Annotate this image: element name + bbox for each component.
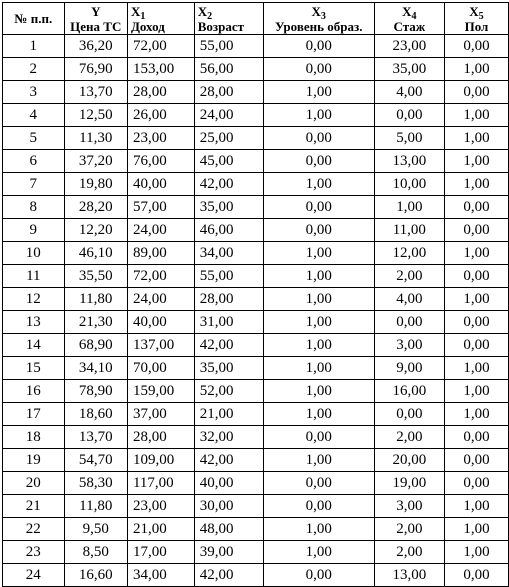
education-value-cell: 0,00 — [263, 564, 374, 587]
table-row — [3, 150, 509, 173]
sex-value-cell: 1,00 — [444, 173, 508, 196]
age-value-cell: 25,00 — [194, 127, 263, 150]
header-cell-x3 — [263, 3, 374, 35]
row-number-cell: 8 — [3, 196, 65, 219]
income-value-cell: 76,00 — [127, 150, 194, 173]
header-label: Уровень образ. — [274, 18, 363, 34]
age-value-cell: 24,00 — [194, 104, 263, 127]
age-value-cell: 55,00 — [194, 265, 263, 288]
education-value-cell: 0,00 — [263, 150, 374, 173]
row-number-cell: 24 — [3, 564, 65, 587]
sex-value-cell: 1,00 — [444, 541, 508, 564]
experience-value-cell: 13,00 — [374, 150, 444, 173]
education-value-cell: 1,00 — [263, 173, 374, 196]
income-value-cell: 28,00 — [127, 81, 194, 104]
experience-value-cell: 2,00 — [374, 518, 444, 541]
income-value-cell: 89,00 — [127, 242, 194, 265]
price-value-cell: 34,10 — [64, 357, 127, 380]
row-number-cell: 9 — [3, 219, 65, 242]
price-value-cell: 76,90 — [64, 58, 127, 81]
education-value-cell: 1,00 — [263, 380, 374, 403]
table-row — [3, 173, 509, 196]
age-value-cell: 35,00 — [194, 357, 263, 380]
education-value-cell: 1,00 — [263, 449, 374, 472]
table-row — [3, 495, 509, 518]
price-value-cell: 54,70 — [64, 449, 127, 472]
header-label: Стаж — [393, 18, 426, 34]
education-value-cell: 1,00 — [263, 265, 374, 288]
row-number-cell: 20 — [3, 472, 65, 495]
education-value-cell: 1,00 — [263, 288, 374, 311]
income-value-cell: 109,00 — [127, 449, 194, 472]
price-value-cell: 11,80 — [64, 288, 127, 311]
income-value-cell: 159,00 — [127, 380, 194, 403]
experience-value-cell: 35,00 — [374, 58, 444, 81]
income-value-cell: 72,00 — [127, 265, 194, 288]
income-value-cell: 24,00 — [127, 288, 194, 311]
row-number-cell: 13 — [3, 311, 65, 334]
price-value-cell: 18,60 — [64, 403, 127, 426]
experience-value-cell: 2,00 — [374, 265, 444, 288]
education-value-cell: 0,00 — [263, 495, 374, 518]
sex-value-cell: 1,00 — [444, 150, 508, 173]
header-label: Доход — [130, 18, 165, 34]
header-label: Возраст — [197, 18, 245, 34]
age-value-cell: 42,00 — [194, 334, 263, 357]
sex-value-cell: 0,00 — [444, 81, 508, 104]
table-row — [3, 334, 509, 357]
price-value-cell: 12,20 — [64, 219, 127, 242]
experience-value-cell: 2,00 — [374, 541, 444, 564]
age-value-cell: 40,00 — [194, 472, 263, 495]
experience-value-cell: 19,00 — [374, 472, 444, 495]
header-cell-number — [3, 3, 65, 35]
table-row — [3, 357, 509, 380]
education-value-cell: 1,00 — [263, 242, 374, 265]
education-value-cell: 0,00 — [263, 472, 374, 495]
education-value-cell: 1,00 — [263, 357, 374, 380]
age-value-cell: 21,00 — [194, 403, 263, 426]
sex-value-cell: 1,00 — [444, 104, 508, 127]
row-number-cell: 5 — [3, 127, 65, 150]
age-value-cell: 42,00 — [194, 449, 263, 472]
price-value-cell: 58,30 — [64, 472, 127, 495]
experience-value-cell: 2,00 — [374, 426, 444, 449]
education-value-cell: 1,00 — [263, 104, 374, 127]
age-value-cell: 28,00 — [194, 288, 263, 311]
income-value-cell: 23,00 — [127, 495, 194, 518]
age-value-cell: 28,00 — [194, 81, 263, 104]
age-value-cell: 39,00 — [194, 541, 263, 564]
age-value-cell: 56,00 — [194, 58, 263, 81]
experience-value-cell: 0,00 — [374, 104, 444, 127]
price-value-cell: 35,50 — [64, 265, 127, 288]
row-number-cell: 2 — [3, 58, 65, 81]
row-number-cell: 14 — [3, 334, 65, 357]
row-number-cell: 19 — [3, 449, 65, 472]
table-row — [3, 426, 509, 449]
education-value-cell: 0,00 — [263, 127, 374, 150]
education-value-cell: 1,00 — [263, 403, 374, 426]
sex-value-cell: 1,00 — [444, 518, 508, 541]
age-value-cell: 42,00 — [194, 173, 263, 196]
table-row — [3, 311, 509, 334]
price-value-cell: 16,60 — [64, 564, 127, 587]
price-value-cell: 9,50 — [64, 518, 127, 541]
experience-value-cell: 23,00 — [374, 35, 444, 58]
income-value-cell: 26,00 — [127, 104, 194, 127]
row-number-cell: 10 — [3, 242, 65, 265]
education-value-cell: 1,00 — [263, 518, 374, 541]
row-number-cell: 1 — [3, 35, 65, 58]
experience-value-cell: 0,00 — [374, 403, 444, 426]
experience-value-cell: 9,00 — [374, 357, 444, 380]
row-number-cell: 3 — [3, 81, 65, 104]
header-cell-x1 — [127, 3, 194, 35]
table-row — [3, 265, 509, 288]
table-row — [3, 196, 509, 219]
data-table — [2, 2, 509, 587]
row-number-cell: 15 — [3, 357, 65, 380]
education-value-cell: 0,00 — [263, 35, 374, 58]
education-value-cell: 1,00 — [263, 541, 374, 564]
sex-value-cell: 0,00 — [444, 311, 508, 334]
sex-value-cell: 1,00 — [444, 288, 508, 311]
income-value-cell: 34,00 — [127, 564, 194, 587]
header-symbol: Y — [91, 3, 101, 19]
price-value-cell: 19,80 — [64, 173, 127, 196]
row-number-cell: 16 — [3, 380, 65, 403]
income-value-cell: 23,00 — [127, 127, 194, 150]
income-value-cell: 57,00 — [127, 196, 194, 219]
income-value-cell: 21,00 — [127, 518, 194, 541]
price-value-cell: 37,20 — [64, 150, 127, 173]
age-value-cell: 45,00 — [194, 150, 263, 173]
row-number-cell: 6 — [3, 150, 65, 173]
row-number-cell: 11 — [3, 265, 65, 288]
sex-value-cell: 0,00 — [444, 219, 508, 242]
header-symbol: $X_2$ — [197, 3, 213, 22]
experience-value-cell: 3,00 — [374, 334, 444, 357]
age-value-cell: 48,00 — [194, 518, 263, 541]
table-row — [3, 81, 509, 104]
age-value-cell: 55,00 — [194, 35, 263, 58]
sex-value-cell: 1,00 — [444, 58, 508, 81]
header-cell-x5 — [444, 3, 508, 35]
experience-value-cell: 11,00 — [374, 219, 444, 242]
age-value-cell: 42,00 — [194, 564, 263, 587]
row-number-cell: 23 — [3, 541, 65, 564]
sex-value-cell: 0,00 — [444, 449, 508, 472]
income-value-cell: 40,00 — [127, 311, 194, 334]
row-number-cell: 17 — [3, 403, 65, 426]
price-value-cell: 12,50 — [64, 104, 127, 127]
experience-value-cell: 1,00 — [374, 196, 444, 219]
income-value-cell: 24,00 — [127, 219, 194, 242]
education-value-cell: 0,00 — [263, 58, 374, 81]
price-value-cell: 13,70 — [64, 426, 127, 449]
income-value-cell: 70,00 — [127, 357, 194, 380]
experience-value-cell: 12,00 — [374, 242, 444, 265]
income-value-cell: 137,00 — [127, 334, 194, 357]
experience-value-cell: 10,00 — [374, 173, 444, 196]
table-row — [3, 403, 509, 426]
sex-value-cell: 1,00 — [444, 242, 508, 265]
table-row — [3, 58, 509, 81]
sex-value-cell: 0,00 — [444, 426, 508, 449]
header-symbol: $X_1$ — [130, 3, 146, 22]
row-number-cell: 21 — [3, 495, 65, 518]
header-cell-y — [64, 3, 127, 35]
table-row — [3, 35, 509, 58]
table-row — [3, 518, 509, 541]
header-label: № п.п. — [14, 11, 53, 26]
header-symbol: $X_3$ — [311, 3, 326, 22]
sex-value-cell: 0,00 — [444, 196, 508, 219]
income-value-cell: 72,00 — [127, 35, 194, 58]
education-value-cell: 1,00 — [263, 81, 374, 104]
row-number-cell: 7 — [3, 173, 65, 196]
header-symbol: $X_4$ — [402, 3, 417, 22]
education-value-cell: 1,00 — [263, 334, 374, 357]
age-value-cell: 30,00 — [194, 495, 263, 518]
income-value-cell: 153,00 — [127, 58, 194, 81]
price-value-cell: 11,30 — [64, 127, 127, 150]
income-value-cell: 117,00 — [127, 472, 194, 495]
age-value-cell: 52,00 — [194, 380, 263, 403]
row-number-cell: 4 — [3, 104, 65, 127]
income-value-cell: 17,00 — [127, 541, 194, 564]
experience-value-cell: 5,00 — [374, 127, 444, 150]
education-value-cell: 0,00 — [263, 426, 374, 449]
price-value-cell: 13,70 — [64, 81, 127, 104]
experience-value-cell: 4,00 — [374, 288, 444, 311]
experience-value-cell: 0,00 — [374, 311, 444, 334]
header-cell-x4 — [374, 3, 444, 35]
experience-value-cell: 20,00 — [374, 449, 444, 472]
experience-value-cell: 4,00 — [374, 81, 444, 104]
price-value-cell: 11,80 — [64, 495, 127, 518]
sex-value-cell: 0,00 — [444, 564, 508, 587]
experience-value-cell: 13,00 — [374, 564, 444, 587]
income-value-cell: 40,00 — [127, 173, 194, 196]
income-value-cell: 28,00 — [127, 426, 194, 449]
age-value-cell: 31,00 — [194, 311, 263, 334]
price-value-cell: 78,90 — [64, 380, 127, 403]
income-value-cell: 37,00 — [127, 403, 194, 426]
price-value-cell: 36,20 — [64, 35, 127, 58]
sex-value-cell: 1,00 — [444, 495, 508, 518]
sex-value-cell: 0,00 — [444, 265, 508, 288]
price-value-cell: 28,20 — [64, 196, 127, 219]
education-value-cell: 0,00 — [263, 219, 374, 242]
education-value-cell: 0,00 — [263, 196, 374, 219]
row-number-cell: 12 — [3, 288, 65, 311]
age-value-cell: 32,00 — [194, 426, 263, 449]
sex-value-cell: 1,00 — [444, 403, 508, 426]
table-row — [3, 564, 509, 587]
sex-value-cell: 1,00 — [444, 127, 508, 150]
table-row — [3, 541, 509, 564]
table-body — [3, 35, 509, 587]
table-row — [3, 242, 509, 265]
table-row — [3, 219, 509, 242]
table-row — [3, 288, 509, 311]
price-value-cell: 8,50 — [64, 541, 127, 564]
price-value-cell: 68,90 — [64, 334, 127, 357]
table-row — [3, 127, 509, 150]
row-number-cell: 18 — [3, 426, 65, 449]
table-row — [3, 104, 509, 127]
age-value-cell: 34,00 — [194, 242, 263, 265]
header-label: Пол — [464, 18, 489, 34]
header-row — [3, 3, 509, 35]
sex-value-cell: 1,00 — [444, 357, 508, 380]
price-value-cell: 21,30 — [64, 311, 127, 334]
experience-value-cell: 3,00 — [374, 495, 444, 518]
header-label: Цена ТС — [70, 18, 122, 34]
header-symbol: $X_5$ — [469, 3, 484, 22]
sex-value-cell: 0,00 — [444, 334, 508, 357]
table-row — [3, 472, 509, 495]
experience-value-cell: 16,00 — [374, 380, 444, 403]
age-value-cell: 46,00 — [194, 219, 263, 242]
sex-value-cell: 1,00 — [444, 380, 508, 403]
row-number-cell: 22 — [3, 518, 65, 541]
table-row — [3, 380, 509, 403]
header-cell-x2 — [194, 3, 263, 35]
table-row — [3, 449, 509, 472]
age-value-cell: 35,00 — [194, 196, 263, 219]
sex-value-cell: 0,00 — [444, 472, 508, 495]
sex-value-cell: 0,00 — [444, 35, 508, 58]
price-value-cell: 46,10 — [64, 242, 127, 265]
education-value-cell: 1,00 — [263, 311, 374, 334]
